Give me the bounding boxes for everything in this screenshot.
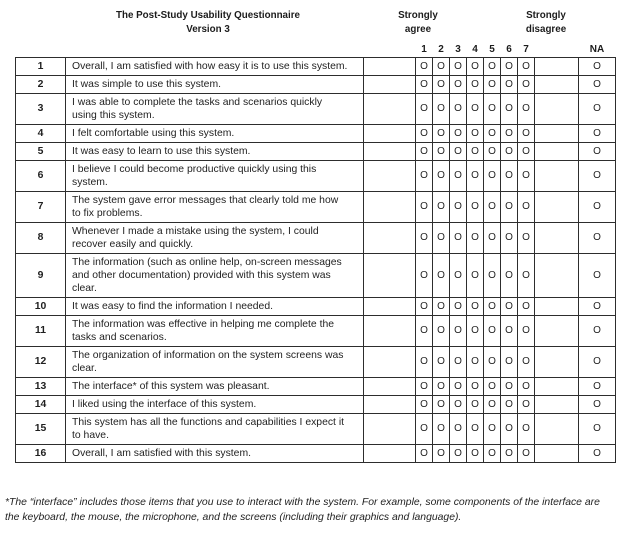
option-na[interactable]: O bbox=[579, 377, 616, 395]
option-4[interactable]: O bbox=[467, 395, 484, 413]
scale-number-6: 6 bbox=[506, 43, 512, 55]
option-na[interactable]: O bbox=[579, 395, 616, 413]
option-6[interactable]: O bbox=[501, 395, 518, 413]
option-7[interactable]: O bbox=[518, 377, 535, 395]
table-row bbox=[16, 377, 616, 395]
questionnaire-table bbox=[15, 42, 616, 463]
option-5[interactable]: O bbox=[484, 413, 501, 444]
option-3[interactable]: O bbox=[450, 377, 467, 395]
option-4[interactable]: O bbox=[467, 160, 484, 191]
item-number: 16 bbox=[16, 444, 66, 462]
option-7[interactable]: O bbox=[518, 222, 535, 253]
option-4[interactable]: O bbox=[467, 253, 484, 297]
item-statement: Whenever I made a mistake using the system, I could recover easily and quickly. bbox=[66, 222, 364, 253]
scale-number-7: 7 bbox=[523, 43, 529, 55]
option-1[interactable]: O bbox=[416, 253, 433, 297]
option-1[interactable]: O bbox=[416, 160, 433, 191]
option-4[interactable]: O bbox=[467, 444, 484, 462]
option-1[interactable]: O bbox=[416, 444, 433, 462]
option-1[interactable]: O bbox=[416, 413, 433, 444]
blank-cell bbox=[535, 253, 579, 297]
option-4[interactable]: O bbox=[467, 377, 484, 395]
option-na[interactable]: O bbox=[579, 413, 616, 444]
option-1[interactable]: O bbox=[416, 75, 433, 93]
item-number: 14 bbox=[16, 395, 66, 413]
option-2[interactable]: O bbox=[433, 346, 450, 377]
option-3[interactable]: O bbox=[450, 315, 467, 346]
blank-cell bbox=[535, 395, 579, 413]
item-statement: It was simple to use this system. bbox=[66, 75, 364, 93]
option-6[interactable]: O bbox=[501, 57, 518, 75]
blank-cell bbox=[535, 57, 579, 75]
option-4[interactable]: O bbox=[467, 191, 484, 222]
table-row bbox=[16, 222, 616, 253]
na-header: NA bbox=[589, 43, 605, 55]
option-3[interactable]: O bbox=[450, 297, 467, 315]
option-2[interactable]: O bbox=[433, 444, 450, 462]
option-5[interactable]: O bbox=[484, 253, 501, 297]
table-row bbox=[16, 395, 616, 413]
blank-cell bbox=[535, 413, 579, 444]
option-na[interactable]: O bbox=[579, 57, 616, 75]
blank-cell bbox=[535, 142, 579, 160]
item-statement: I liked using the interface of this system. bbox=[66, 395, 364, 413]
option-7[interactable]: O bbox=[518, 297, 535, 315]
item-number: 1 bbox=[16, 57, 66, 75]
table-row bbox=[16, 191, 616, 222]
blank-cell bbox=[364, 57, 416, 75]
option-7[interactable]: O bbox=[518, 160, 535, 191]
scale-number-row bbox=[16, 42, 616, 57]
option-6[interactable]: O bbox=[501, 315, 518, 346]
option-7[interactable]: O bbox=[518, 93, 535, 124]
option-3[interactable]: O bbox=[450, 75, 467, 93]
option-6[interactable]: O bbox=[501, 413, 518, 444]
option-6[interactable]: O bbox=[501, 142, 518, 160]
scale-number-2: 2 bbox=[438, 43, 444, 55]
option-2[interactable]: O bbox=[433, 253, 450, 297]
table-row bbox=[16, 93, 616, 124]
table-row bbox=[16, 124, 616, 142]
option-4[interactable]: O bbox=[467, 142, 484, 160]
blank-cell bbox=[364, 124, 416, 142]
option-2[interactable]: O bbox=[433, 315, 450, 346]
option-2[interactable]: O bbox=[433, 142, 450, 160]
option-2[interactable]: O bbox=[433, 191, 450, 222]
option-6[interactable]: O bbox=[501, 444, 518, 462]
table-row bbox=[16, 297, 616, 315]
blank-cell bbox=[364, 253, 416, 297]
blank-cell bbox=[535, 315, 579, 346]
blank-cell bbox=[364, 142, 416, 160]
item-statement: The information (such as online help, on-screen messages and other documentation) provided with this system was clear. bbox=[66, 253, 364, 297]
option-na[interactable]: O bbox=[579, 444, 616, 462]
item-number: 2 bbox=[16, 75, 66, 93]
questionnaire-body bbox=[16, 57, 616, 462]
blank-cell bbox=[535, 75, 579, 93]
option-na[interactable]: O bbox=[579, 297, 616, 315]
blank-cell bbox=[364, 297, 416, 315]
item-number: 4 bbox=[16, 124, 66, 142]
option-5[interactable]: O bbox=[484, 315, 501, 346]
option-7[interactable]: O bbox=[518, 444, 535, 462]
table-row bbox=[16, 413, 616, 444]
option-3[interactable]: O bbox=[450, 160, 467, 191]
option-6[interactable]: O bbox=[501, 93, 518, 124]
table-row bbox=[16, 57, 616, 75]
scale-header-gap bbox=[535, 42, 579, 57]
scale-disagree-line1: Strongly bbox=[526, 10, 566, 21]
blank-cell bbox=[535, 124, 579, 142]
table-row bbox=[16, 160, 616, 191]
blank-cell bbox=[535, 160, 579, 191]
item-statement: This system has all the functions and capabilities I expect it to have. bbox=[66, 413, 364, 444]
item-statement: The information was effective in helping me complete the tasks and scenarios. bbox=[66, 315, 364, 346]
item-statement: The organization of information on the system screens was clear. bbox=[66, 346, 364, 377]
blank-cell bbox=[364, 377, 416, 395]
item-number: 12 bbox=[16, 346, 66, 377]
option-5[interactable]: O bbox=[484, 57, 501, 75]
scale-label-strongly-disagree bbox=[513, 9, 579, 37]
item-statement: I believe I could become productive quickly using this system. bbox=[66, 160, 364, 191]
option-6[interactable]: O bbox=[501, 191, 518, 222]
table-row bbox=[16, 142, 616, 160]
blank-cell bbox=[364, 413, 416, 444]
item-number: 5 bbox=[16, 142, 66, 160]
option-3[interactable]: O bbox=[450, 222, 467, 253]
table-row bbox=[16, 315, 616, 346]
option-3[interactable]: O bbox=[450, 346, 467, 377]
option-7[interactable]: O bbox=[518, 253, 535, 297]
scale-number-5: 5 bbox=[489, 43, 495, 55]
table-row bbox=[16, 444, 616, 462]
item-statement: It was easy to find the information I needed. bbox=[66, 297, 364, 315]
option-2[interactable]: O bbox=[433, 297, 450, 315]
option-4[interactable]: O bbox=[467, 222, 484, 253]
option-5[interactable]: O bbox=[484, 346, 501, 377]
option-7[interactable]: O bbox=[518, 75, 535, 93]
blank-cell bbox=[535, 222, 579, 253]
item-number: 9 bbox=[16, 253, 66, 297]
option-na[interactable]: O bbox=[579, 93, 616, 124]
option-1[interactable]: O bbox=[416, 191, 433, 222]
scale-number-1: 1 bbox=[421, 43, 427, 55]
option-7[interactable]: O bbox=[518, 124, 535, 142]
scale-label-strongly-agree bbox=[385, 9, 451, 37]
option-2[interactable]: O bbox=[433, 75, 450, 93]
option-3[interactable]: O bbox=[450, 142, 467, 160]
form-title bbox=[58, 9, 358, 37]
blank-cell bbox=[364, 346, 416, 377]
option-4[interactable]: O bbox=[467, 297, 484, 315]
blank-cell bbox=[364, 395, 416, 413]
option-1[interactable]: O bbox=[416, 93, 433, 124]
blank-cell bbox=[535, 93, 579, 124]
option-na[interactable]: O bbox=[579, 160, 616, 191]
option-2[interactable]: O bbox=[433, 160, 450, 191]
option-1[interactable]: O bbox=[416, 377, 433, 395]
form-title-line2: Version 3 bbox=[186, 24, 230, 35]
blank-cell bbox=[364, 93, 416, 124]
blank-cell bbox=[364, 191, 416, 222]
option-3[interactable]: O bbox=[450, 57, 467, 75]
blank-cell bbox=[364, 444, 416, 462]
option-na[interactable]: O bbox=[579, 142, 616, 160]
item-number: 13 bbox=[16, 377, 66, 395]
scale-number-3: 3 bbox=[455, 43, 461, 55]
scale-number-4: 4 bbox=[472, 43, 478, 55]
blank-cell bbox=[364, 160, 416, 191]
blank-cell bbox=[364, 75, 416, 93]
option-6[interactable]: O bbox=[501, 253, 518, 297]
option-1[interactable]: O bbox=[416, 222, 433, 253]
blank-cell bbox=[535, 191, 579, 222]
option-na[interactable]: O bbox=[579, 253, 616, 297]
item-statement: The interface* of this system was pleasant. bbox=[66, 377, 364, 395]
footnote: *The “interface” includes those items that you use to interact with the system. For example, some components of the interface are the keyboard, the mouse, the microphone, and the screens (including their graphics and language). bbox=[5, 497, 600, 523]
option-7[interactable]: O bbox=[518, 315, 535, 346]
option-5[interactable]: O bbox=[484, 191, 501, 222]
option-5[interactable]: O bbox=[484, 93, 501, 124]
scale-agree-line1: Strongly bbox=[398, 10, 438, 21]
option-2[interactable]: O bbox=[433, 413, 450, 444]
option-1[interactable]: O bbox=[416, 315, 433, 346]
option-3[interactable]: O bbox=[450, 191, 467, 222]
option-1[interactable]: O bbox=[416, 124, 433, 142]
option-1[interactable]: O bbox=[416, 57, 433, 75]
item-number: 11 bbox=[16, 315, 66, 346]
option-6[interactable]: O bbox=[501, 377, 518, 395]
option-1[interactable]: O bbox=[416, 142, 433, 160]
option-6[interactable]: O bbox=[501, 160, 518, 191]
item-statement: The system gave error messages that clearly told me how to fix problems. bbox=[66, 191, 364, 222]
option-7[interactable]: O bbox=[518, 413, 535, 444]
item-statement: I was able to complete the tasks and scenarios quickly using this system. bbox=[66, 93, 364, 124]
option-5[interactable]: O bbox=[484, 377, 501, 395]
option-5[interactable]: O bbox=[484, 142, 501, 160]
blank-cell bbox=[364, 222, 416, 253]
option-5[interactable]: O bbox=[484, 444, 501, 462]
item-statement: Overall, I am satisfied with this system. bbox=[66, 444, 364, 462]
scale-agree-line2: agree bbox=[404, 24, 432, 35]
option-na[interactable]: O bbox=[579, 75, 616, 93]
item-statement: I felt comfortable using this system. bbox=[66, 124, 364, 142]
option-6[interactable]: O bbox=[501, 75, 518, 93]
option-6[interactable]: O bbox=[501, 297, 518, 315]
table-row bbox=[16, 253, 616, 297]
option-3[interactable]: O bbox=[450, 444, 467, 462]
item-number: 8 bbox=[16, 222, 66, 253]
option-4[interactable]: O bbox=[467, 57, 484, 75]
blank-cell bbox=[535, 297, 579, 315]
blank-cell bbox=[535, 346, 579, 377]
option-4[interactable]: O bbox=[467, 346, 484, 377]
table-row bbox=[16, 75, 616, 93]
option-2[interactable]: O bbox=[433, 93, 450, 124]
option-2[interactable]: O bbox=[433, 377, 450, 395]
option-6[interactable]: O bbox=[501, 124, 518, 142]
option-5[interactable]: O bbox=[484, 297, 501, 315]
item-statement: It was easy to learn to use this system. bbox=[66, 142, 364, 160]
table-row bbox=[16, 346, 616, 377]
scale-header-spacer bbox=[16, 42, 416, 57]
option-3[interactable]: O bbox=[450, 395, 467, 413]
option-4[interactable]: O bbox=[467, 75, 484, 93]
option-6[interactable]: O bbox=[501, 346, 518, 377]
blank-cell bbox=[535, 444, 579, 462]
option-7[interactable]: O bbox=[518, 191, 535, 222]
option-5[interactable]: O bbox=[484, 75, 501, 93]
option-5[interactable]: O bbox=[484, 160, 501, 191]
option-1[interactable]: O bbox=[416, 395, 433, 413]
option-2[interactable]: O bbox=[433, 57, 450, 75]
option-3[interactable]: O bbox=[450, 93, 467, 124]
item-number: 10 bbox=[16, 297, 66, 315]
option-7[interactable]: O bbox=[518, 346, 535, 377]
option-2[interactable]: O bbox=[433, 124, 450, 142]
option-4[interactable]: O bbox=[467, 124, 484, 142]
option-na[interactable]: O bbox=[579, 222, 616, 253]
option-na[interactable]: O bbox=[579, 346, 616, 377]
item-number: 3 bbox=[16, 93, 66, 124]
blank-cell bbox=[364, 315, 416, 346]
form-title-line1: The Post-Study Usability Questionnaire bbox=[116, 10, 300, 21]
option-1[interactable]: O bbox=[416, 346, 433, 377]
option-7[interactable]: O bbox=[518, 395, 535, 413]
option-5[interactable]: O bbox=[484, 222, 501, 253]
option-6[interactable]: O bbox=[501, 222, 518, 253]
option-5[interactable]: O bbox=[484, 124, 501, 142]
option-na[interactable]: O bbox=[579, 124, 616, 142]
option-na[interactable]: O bbox=[579, 191, 616, 222]
option-4[interactable]: O bbox=[467, 93, 484, 124]
option-2[interactable]: O bbox=[433, 222, 450, 253]
blank-cell bbox=[535, 377, 579, 395]
option-3[interactable]: O bbox=[450, 413, 467, 444]
option-7[interactable]: O bbox=[518, 57, 535, 75]
item-number: 15 bbox=[16, 413, 66, 444]
option-3[interactable]: O bbox=[450, 124, 467, 142]
item-number: 7 bbox=[16, 191, 66, 222]
option-2[interactable]: O bbox=[433, 395, 450, 413]
option-4[interactable]: O bbox=[467, 315, 484, 346]
option-na[interactable]: O bbox=[579, 315, 616, 346]
option-7[interactable]: O bbox=[518, 142, 535, 160]
option-1[interactable]: O bbox=[416, 297, 433, 315]
item-number: 6 bbox=[16, 160, 66, 191]
option-4[interactable]: O bbox=[467, 413, 484, 444]
item-statement: Overall, I am satisfied with how easy it is to use this system. bbox=[66, 57, 364, 75]
scale-disagree-line2: disagree bbox=[525, 24, 567, 35]
option-3[interactable]: O bbox=[450, 253, 467, 297]
option-5[interactable]: O bbox=[484, 395, 501, 413]
